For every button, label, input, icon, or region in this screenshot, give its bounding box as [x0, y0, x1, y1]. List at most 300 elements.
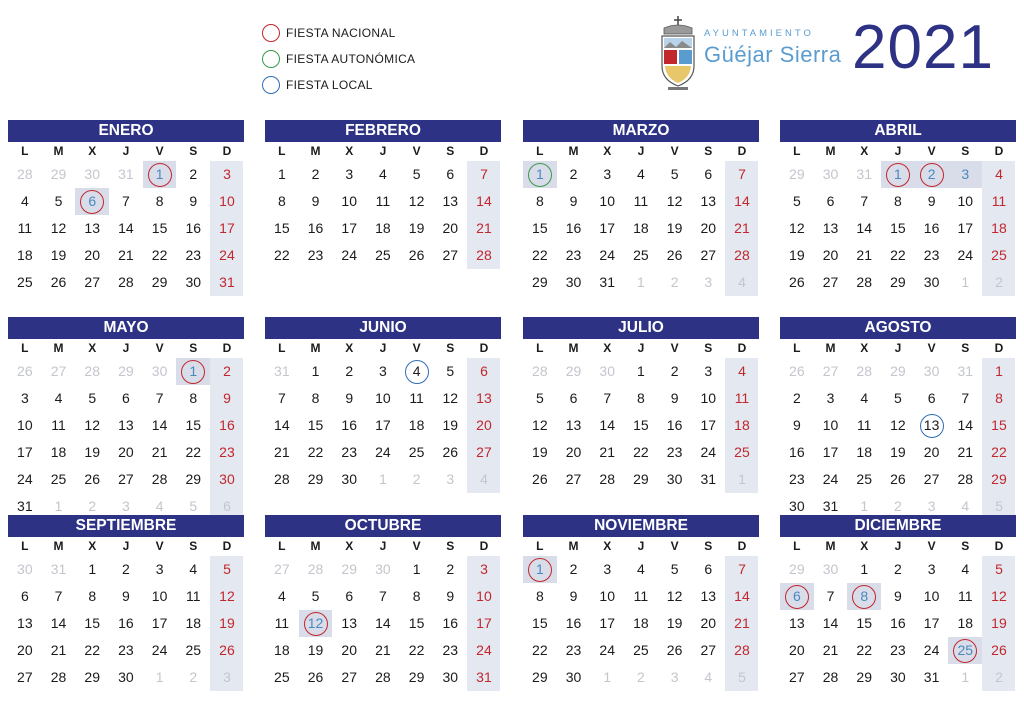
weekday-label: S — [189, 144, 198, 158]
week-row — [523, 358, 759, 385]
day-cell: 7 — [122, 193, 130, 209]
day-cell: 2 — [88, 498, 97, 514]
week-row — [523, 583, 759, 610]
day-cell: 4 — [637, 561, 645, 577]
day-cell: 1 — [54, 498, 63, 514]
day-cell: 13 — [822, 220, 839, 236]
day-cell: 16 — [890, 615, 906, 631]
day-cell: 16 — [185, 220, 202, 236]
red-circle-icon — [262, 24, 280, 42]
week-row — [780, 385, 1016, 412]
weekday-label: X — [88, 144, 97, 158]
day-cell: 24 — [923, 642, 940, 658]
day-cell: 23 — [307, 247, 324, 263]
day-cell: 26 — [789, 274, 805, 290]
legend-label: FIESTA NACIONAL — [286, 26, 396, 40]
week-row — [780, 637, 1016, 664]
day-cell: 29 — [84, 669, 100, 685]
day-cell: 31 — [822, 498, 839, 514]
day-cell: 24 — [599, 642, 615, 658]
month-days-grid — [265, 537, 501, 691]
day-cell: 26 — [84, 471, 100, 487]
day-cell: 18 — [734, 417, 750, 433]
week-row — [780, 556, 1016, 583]
day-cell: 14 — [856, 220, 872, 236]
weekday-header-row — [8, 339, 244, 358]
day-cell: 28 — [957, 471, 974, 487]
weekday-label: J — [894, 539, 902, 553]
day-cell: 25 — [734, 444, 750, 460]
month-title: SEPTIEMBRE — [8, 515, 244, 537]
weekday-label: M — [53, 539, 64, 553]
day-cell: 12 — [789, 220, 805, 236]
day-cell: 6 — [927, 390, 936, 406]
day-cell: 28 — [274, 471, 290, 487]
weekday-label: L — [793, 144, 801, 158]
day-cell: 3 — [480, 561, 488, 577]
day-cell: 27 — [476, 444, 492, 460]
weekday-label: J — [637, 144, 645, 158]
month-days-grid — [523, 537, 759, 691]
weekday-label: X — [88, 539, 97, 553]
day-cell: 9 — [927, 193, 936, 209]
day-cell: 11 — [17, 220, 33, 236]
day-cell: 6 — [569, 390, 578, 406]
day-cell: 23 — [185, 247, 202, 263]
day-cell: 26 — [890, 471, 906, 487]
weekday-label: D — [222, 144, 232, 158]
day-cell: 6 — [704, 561, 713, 577]
day-cell: 8 — [155, 193, 164, 209]
day-cell: 31 — [118, 166, 134, 182]
day-cell: 26 — [789, 363, 805, 379]
day-cell: 10 — [476, 588, 492, 604]
day-cell: 22 — [633, 444, 649, 460]
day-cell: 28 — [822, 669, 839, 685]
day-cell: 28 — [17, 166, 33, 182]
day-cell: 15 — [532, 615, 548, 631]
month-title: FEBRERO — [265, 120, 501, 142]
day-cell: 28 — [118, 274, 134, 290]
day-cell: 19 — [442, 417, 459, 433]
day-cell: 27 — [341, 669, 357, 685]
day-cell: 10 — [599, 588, 615, 604]
day-cell: 14 — [734, 193, 750, 209]
month-days-grid — [780, 142, 1016, 296]
day-cell: 25 — [185, 642, 202, 658]
day-cell: 25 — [375, 247, 391, 263]
day-cell: 15 — [274, 220, 290, 236]
day-cell: 10 — [923, 588, 940, 604]
day-cell: 20 — [341, 642, 357, 658]
day-cell: 19 — [84, 444, 100, 460]
week-row — [780, 610, 1016, 637]
day-cell: 15 — [856, 615, 872, 631]
day-cell: 4 — [738, 274, 746, 290]
week-row — [8, 664, 244, 691]
day-cell: 12 — [219, 588, 235, 604]
weekday-label: S — [189, 539, 198, 553]
day-cell: 25 — [633, 247, 649, 263]
week-row — [8, 358, 244, 385]
weekday-label: S — [961, 539, 970, 553]
day-cell: 29 — [151, 274, 168, 290]
weekday-label: D — [994, 144, 1004, 158]
day-cell: 3 — [603, 561, 612, 577]
day-cell: 27 — [17, 669, 33, 685]
week-row — [8, 583, 244, 610]
day-cell: 17 — [923, 615, 940, 631]
week-row — [8, 556, 244, 583]
weekday-label: V — [670, 341, 679, 355]
day-cell: 19 — [408, 220, 425, 236]
day-cell: 13 — [565, 417, 582, 433]
day-cell: 25 — [17, 274, 33, 290]
day-cell: 7 — [961, 390, 970, 406]
day-cell: 9 — [894, 588, 902, 604]
weekday-label: D — [737, 341, 747, 355]
day-cell: 5 — [995, 561, 1003, 577]
day-cell: 19 — [666, 220, 683, 236]
month-days-grid — [523, 339, 759, 493]
day-cell: 19 — [307, 642, 324, 658]
day-cell: 7 — [826, 588, 835, 604]
week-row — [523, 439, 759, 466]
legend-item-nacional — [262, 20, 415, 46]
day-cell: 18 — [375, 220, 391, 236]
day-cell: 1 — [860, 498, 869, 514]
day-cell: 6 — [826, 193, 835, 209]
month-junio — [265, 317, 501, 493]
month-title: OCTUBRE — [265, 515, 501, 537]
holiday-day-cell: 25 — [948, 637, 982, 664]
day-cell: 10 — [957, 193, 974, 209]
day-cell: 11 — [734, 390, 750, 406]
day-cell: 11 — [633, 588, 649, 604]
day-cell: 25 — [408, 444, 425, 460]
day-cell: 27 — [822, 274, 839, 290]
weekday-header-row — [8, 142, 244, 161]
day-cell: 12 — [666, 193, 683, 209]
day-cell: 5 — [412, 166, 421, 182]
day-cell: 29 — [789, 166, 805, 182]
day-cell: 23 — [565, 642, 582, 658]
day-cell: 21 — [734, 615, 750, 631]
week-row — [265, 242, 501, 269]
week-row — [265, 637, 501, 664]
day-cell: 2 — [792, 390, 801, 406]
week-row — [523, 610, 759, 637]
weekday-label: D — [222, 539, 232, 553]
holiday-day-cell: 1 — [523, 161, 557, 188]
day-cell: 15 — [151, 220, 168, 236]
week-row — [780, 188, 1016, 215]
day-cell: 1 — [412, 561, 421, 577]
week-row — [265, 385, 501, 412]
day-cell: 28 — [599, 471, 615, 487]
week-row — [8, 188, 244, 215]
month-title: JULIO — [523, 317, 759, 339]
day-cell: 13 — [700, 588, 717, 604]
day-cell: 5 — [792, 193, 801, 209]
legend-label: FIESTA AUTONÓMICA — [286, 52, 416, 66]
day-cell: 2 — [223, 363, 231, 379]
month-septiembre — [8, 515, 244, 691]
day-cell: 22 — [991, 444, 1007, 460]
weekday-label: J — [122, 341, 130, 355]
day-cell: 8 — [535, 193, 544, 209]
day-cell: 5 — [738, 669, 746, 685]
day-cell: 3 — [704, 363, 713, 379]
weekday-header-row — [523, 537, 759, 556]
weekday-label: L — [278, 539, 286, 553]
day-cell: 30 — [341, 471, 357, 487]
day-cell: 2 — [122, 561, 130, 577]
day-cell: 17 — [599, 220, 615, 236]
day-cell: 1 — [155, 669, 164, 685]
day-cell: 4 — [860, 390, 869, 406]
day-cell: 22 — [856, 642, 872, 658]
week-row — [780, 242, 1016, 269]
holiday-day-cell: 13 — [915, 412, 949, 439]
weekday-label: V — [155, 341, 164, 355]
day-cell: 4 — [155, 498, 164, 514]
day-cell: 12 — [890, 417, 906, 433]
weekday-label: X — [860, 539, 869, 553]
day-cell: 21 — [957, 444, 974, 460]
day-cell: 4 — [961, 498, 970, 514]
blue-circle-icon — [262, 76, 280, 94]
day-cell: 30 — [822, 561, 839, 577]
weekday-label: X — [345, 341, 354, 355]
week-row — [780, 466, 1016, 493]
day-cell: 15 — [991, 417, 1007, 433]
month-title: ENERO — [8, 120, 244, 142]
day-cell: 13 — [84, 220, 100, 236]
month-days-grid — [523, 142, 759, 296]
day-cell: 21 — [375, 642, 391, 658]
day-cell: 12 — [442, 390, 459, 406]
month-mayo — [8, 317, 244, 520]
weekday-label: D — [479, 144, 489, 158]
day-cell: 8 — [189, 390, 198, 406]
weekday-label: M — [568, 144, 579, 158]
day-cell: 17 — [219, 220, 235, 236]
weekday-header-row — [265, 339, 501, 358]
weekday-label: D — [994, 341, 1004, 355]
day-cell: 6 — [480, 363, 488, 379]
weekday-label: S — [961, 341, 970, 355]
day-cell: 30 — [565, 669, 582, 685]
weekday-label: V — [155, 144, 164, 158]
day-cell: 4 — [54, 390, 63, 406]
day-cell: 6 — [345, 588, 354, 604]
day-cell: 2 — [189, 669, 198, 685]
day-cell: 7 — [738, 561, 746, 577]
holiday-day-cell: 6 — [780, 583, 814, 610]
day-cell: 16 — [442, 615, 459, 631]
month-title: MARZO — [523, 120, 759, 142]
coat-of-arms-icon — [656, 14, 700, 92]
day-cell: 3 — [345, 166, 354, 182]
week-row — [265, 161, 501, 188]
day-cell: 4 — [189, 561, 198, 577]
day-cell: 30 — [789, 498, 805, 514]
weekday-label: L — [278, 341, 286, 355]
day-cell: 29 — [532, 274, 548, 290]
weekday-label: X — [603, 341, 612, 355]
day-cell: 29 — [118, 363, 134, 379]
day-cell: 18 — [185, 615, 202, 631]
day-cell: 2 — [894, 561, 902, 577]
day-cell: 21 — [151, 444, 168, 460]
week-row — [780, 269, 1016, 296]
day-cell: 31 — [700, 471, 717, 487]
holiday-day-cell: 4 — [400, 358, 434, 385]
day-cell: 26 — [17, 363, 33, 379]
month-days-grid — [780, 537, 1016, 691]
month-days-grid — [8, 537, 244, 691]
day-cell: 14 — [476, 193, 492, 209]
week-row — [780, 215, 1016, 242]
day-cell: 30 — [822, 166, 839, 182]
holiday-day-cell: 1 — [143, 161, 177, 188]
day-cell: 9 — [311, 193, 320, 209]
day-cell: 8 — [995, 390, 1003, 406]
day-cell: 18 — [17, 247, 33, 263]
day-cell: 15 — [185, 417, 202, 433]
day-cell: 17 — [476, 615, 492, 631]
day-cell: 7 — [860, 193, 869, 209]
day-cell: 15 — [633, 417, 649, 433]
day-cell: 6 — [223, 498, 231, 514]
day-cell: 10 — [341, 193, 357, 209]
weekday-header-row — [265, 142, 501, 161]
weekday-header-row — [265, 537, 501, 556]
day-cell: 30 — [923, 274, 940, 290]
day-cell: 15 — [890, 220, 906, 236]
day-cell: 9 — [670, 390, 679, 406]
day-cell: 2 — [670, 363, 679, 379]
week-row — [780, 439, 1016, 466]
day-cell: 8 — [637, 390, 645, 406]
day-cell: 28 — [84, 363, 100, 379]
day-cell: 22 — [307, 444, 324, 460]
day-cell: 11 — [186, 588, 201, 604]
day-cell: 2 — [670, 274, 679, 290]
week-row — [523, 412, 759, 439]
weekday-label: M — [310, 144, 321, 158]
day-cell: 16 — [789, 444, 805, 460]
day-cell: 5 — [670, 166, 679, 182]
day-cell: 1 — [603, 669, 612, 685]
day-cell: 31 — [476, 669, 492, 685]
day-cell: 29 — [890, 363, 906, 379]
day-cell: 4 — [379, 166, 387, 182]
day-cell: 20 — [442, 220, 459, 236]
day-cell: 28 — [375, 669, 391, 685]
day-cell: 5 — [446, 363, 455, 379]
day-cell: 27 — [84, 274, 100, 290]
day-cell: 17 — [599, 615, 615, 631]
day-cell: 31 — [923, 669, 940, 685]
day-cell: 27 — [50, 363, 67, 379]
week-row — [523, 466, 759, 493]
day-cell: 2 — [995, 669, 1003, 685]
day-cell: 3 — [670, 669, 679, 685]
day-cell: 21 — [734, 220, 750, 236]
day-cell: 17 — [822, 444, 839, 460]
day-cell: 1 — [995, 363, 1003, 379]
day-cell: 30 — [151, 363, 168, 379]
month-noviembre — [523, 515, 759, 691]
weekday-label: D — [994, 539, 1004, 553]
municipality-logo — [656, 14, 846, 92]
weekday-label: L — [536, 539, 544, 553]
day-cell: 21 — [599, 444, 615, 460]
day-cell: 1 — [637, 274, 645, 290]
day-cell: 31 — [856, 166, 872, 182]
day-cell: 15 — [532, 220, 548, 236]
logo-name: Güéjar Sierra — [704, 42, 842, 67]
weekday-label: D — [222, 341, 232, 355]
day-cell: 3 — [826, 390, 835, 406]
day-cell: 11 — [409, 390, 424, 406]
day-cell: 23 — [565, 247, 582, 263]
day-cell: 18 — [408, 417, 425, 433]
day-cell: 19 — [219, 615, 235, 631]
day-cell: 23 — [219, 444, 235, 460]
day-cell: 18 — [274, 642, 290, 658]
day-cell: 12 — [666, 588, 683, 604]
weekday-label: J — [122, 539, 130, 553]
day-cell: 16 — [118, 615, 134, 631]
weekday-label: J — [894, 341, 902, 355]
day-cell: 7 — [738, 166, 746, 182]
day-cell: 3 — [948, 161, 982, 188]
day-cell: 20 — [700, 220, 717, 236]
day-cell: 1 — [961, 669, 970, 685]
weekday-label: S — [704, 539, 713, 553]
logo-top-text: AYUNTAMIENTO — [704, 28, 814, 39]
week-row — [8, 161, 244, 188]
day-cell: 5 — [189, 498, 198, 514]
holiday-day-cell: 12 — [299, 610, 333, 637]
day-cell: 8 — [88, 588, 97, 604]
day-cell: 3 — [927, 561, 936, 577]
day-cell: 3 — [20, 390, 29, 406]
day-cell: 1 — [738, 471, 746, 487]
day-cell: 22 — [408, 642, 425, 658]
weekday-label: D — [737, 539, 747, 553]
day-cell: 16 — [219, 417, 235, 433]
month-days-grid — [8, 142, 244, 296]
week-row — [265, 412, 501, 439]
day-cell: 26 — [50, 274, 67, 290]
day-cell: 10 — [151, 588, 168, 604]
day-cell: 25 — [991, 247, 1007, 263]
day-cell: 21 — [274, 444, 290, 460]
day-cell: 25 — [633, 642, 649, 658]
day-cell: 1 — [637, 363, 645, 379]
day-cell: 17 — [341, 220, 357, 236]
day-cell: 29 — [408, 669, 425, 685]
weekday-label: V — [412, 341, 421, 355]
day-cell: 4 — [995, 166, 1003, 182]
weekday-label: V — [412, 539, 421, 553]
legend — [262, 20, 415, 98]
day-cell: 22 — [84, 642, 100, 658]
